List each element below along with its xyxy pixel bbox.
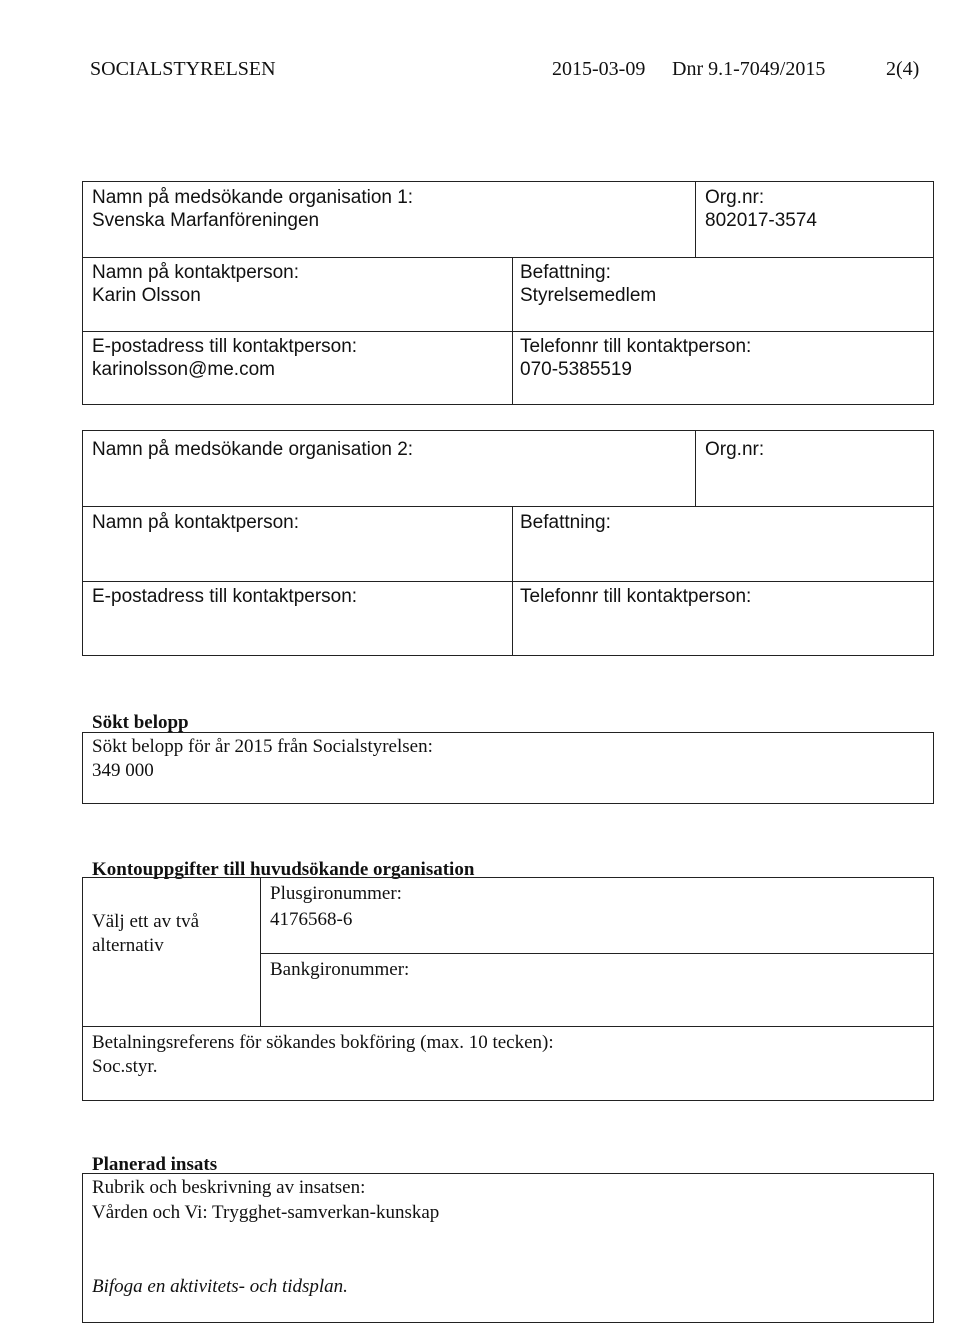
org1-phone-value: 070-5385519 xyxy=(520,359,632,380)
org1-name-value: Svenska Marfanföreningen xyxy=(92,210,320,231)
org1-contact-label: Namn på kontaktperson: xyxy=(92,262,300,283)
planned-value: Vården och Vi: Trygghet-samverkan-kunskap xyxy=(92,1202,440,1223)
ref-value: Soc.styr. xyxy=(92,1056,158,1077)
org1-email-value: karinolsson@me.com xyxy=(92,359,275,380)
org1-contact-value: Karin Olsson xyxy=(92,285,201,306)
amount-value: 349 000 xyxy=(92,760,154,781)
planned-note: Bifoga en aktivitets- och tidsplan. xyxy=(92,1276,348,1297)
org1-orgnr-value: 802017-3574 xyxy=(705,210,817,231)
bankgiro-label: Bankgironummer: xyxy=(270,959,410,980)
planned-title: Planerad insats xyxy=(92,1154,218,1175)
org1-email-label: E-postadress till kontaktperson: xyxy=(92,336,358,357)
org1-name-label: Namn på medsökande organisation 1: xyxy=(92,187,414,208)
org2-orgnr-label: Org.nr: xyxy=(705,439,765,460)
org2-position-label: Befattning: xyxy=(520,512,611,533)
plusgiro-label: Plusgironummer: xyxy=(270,883,402,904)
org2-name-label: Namn på medsökande organisation 2: xyxy=(92,439,414,460)
org2-contact-label: Namn på kontaktperson: xyxy=(92,512,300,533)
org2-box xyxy=(82,430,934,656)
account-choose: Välj ett av två alternativ xyxy=(92,911,200,956)
org1-phone-label: Telefonnr till kontaktperson: xyxy=(520,336,752,357)
org1-position-value: Styrelsemedlem xyxy=(520,285,657,306)
org2-phone-label: Telefonnr till kontaktperson: xyxy=(520,586,752,607)
header-dnr: Dnr 9.1-7049/2015 xyxy=(672,58,826,80)
plusgiro-value: 4176568-6 xyxy=(270,909,353,930)
header-page: 2(4) xyxy=(886,58,920,80)
header-date: 2015-03-09 xyxy=(552,58,646,80)
amount-label: Sökt belopp för år 2015 från Socialstyrelsen: xyxy=(92,736,433,757)
org1-position-label: Befattning: xyxy=(520,262,611,283)
amount-title: Sökt belopp xyxy=(92,712,189,733)
ref-label: Betalningsreferens för sökandes bokföring (max. 10 tecken): xyxy=(92,1032,554,1053)
planned-label: Rubrik och beskrivning av insatsen: xyxy=(92,1177,366,1198)
org2-email-label: E-postadress till kontaktperson: xyxy=(92,586,358,607)
org1-orgnr-label: Org.nr: xyxy=(705,187,765,208)
account-title: Kontouppgifter till huvudsökande organisation xyxy=(92,859,475,880)
header-org: SOCIALSTYRELSEN xyxy=(90,58,276,80)
